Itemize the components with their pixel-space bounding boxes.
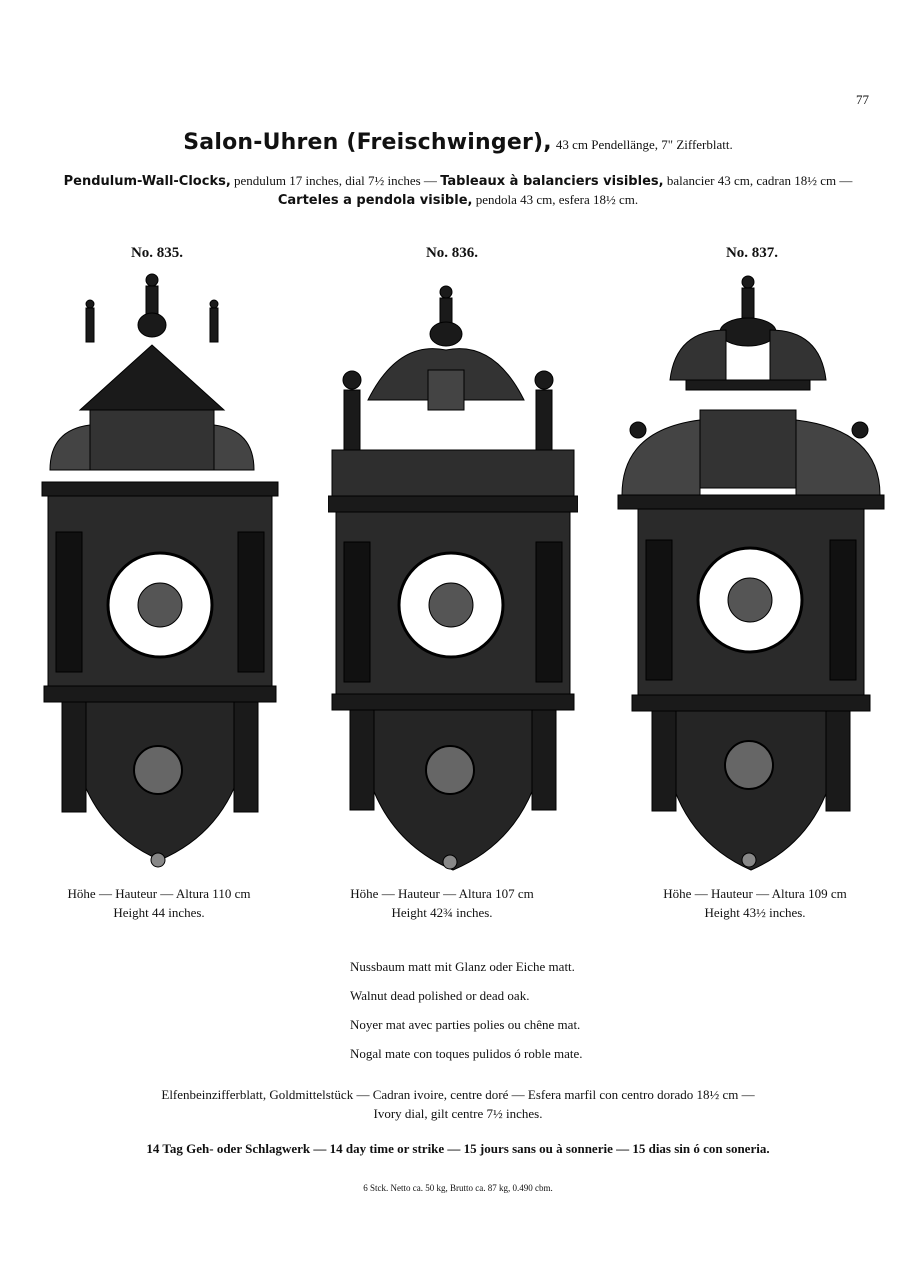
dial-line-1: Elfenbeinzifferblatt, Goldmittelstück — Cadran ivoire, centre doré — Esfera marfil con centro dorado 18½ cm — <box>161 1087 755 1102</box>
title-main: Salon-Uhren (Freischwinger), <box>183 130 552 155</box>
subtitle-es: pendola 43 cm, esfera 18½ cm. <box>475 192 639 207</box>
clock-illustration-836 <box>328 270 578 880</box>
height-metric-837: Höhe — Hauteur — Altura 109 cm <box>663 886 847 901</box>
catalog-title <box>0 130 916 155</box>
height-metric-836: Höhe — Hauteur — Altura 107 cm <box>350 886 534 901</box>
shipping-info: 6 Stck. Netto ca. 50 kg, Brutto ca. 87 kg, 0.490 cbm. <box>363 1183 553 1193</box>
caption-836 <box>312 884 572 922</box>
subtitle-en: pendulum 17 inches, dial 7½ inches — <box>234 173 437 188</box>
model-number-837: No. 837. <box>725 245 779 261</box>
finish-english: Walnut dead polished or dead oak. <box>350 988 530 1003</box>
clock-illustration-837 <box>616 270 886 880</box>
dial-line-2: Ivory dial, gilt centre 7½ inches. <box>373 1106 543 1121</box>
height-metric-835: Höhe — Hauteur — Altura 110 cm <box>67 886 251 901</box>
title-suffix: 43 cm Pendellänge, 7" Zifferblatt. <box>555 137 733 152</box>
finish-french: Noyer mat avec parties polies ou chêne mat. <box>350 1017 581 1032</box>
dial-description <box>0 1085 916 1123</box>
finish-german: Nussbaum matt mit Glanz oder Eiche matt. <box>350 959 575 974</box>
caption-837 <box>625 884 885 922</box>
subtitle-fr-bold: Tableaux à balanciers visibles, <box>440 174 664 189</box>
height-imperial-836: Height 42¾ inches. <box>391 905 493 920</box>
model-number-836: No. 836. <box>425 245 479 261</box>
subtitle-block <box>0 172 916 210</box>
finish-spanish: Nogal mate con toques pulidos ó roble mate. <box>350 1046 583 1061</box>
clock-illustration-835 <box>40 270 280 880</box>
height-imperial-835: Height 44 inches. <box>113 905 205 920</box>
page-number: 77 <box>856 92 869 107</box>
subtitle-es-bold: Carteles a pendola visible, <box>277 193 473 208</box>
subtitle-fr: balancier 43 cm, cadran 18½ cm — <box>666 173 853 188</box>
height-imperial-837: Height 43½ inches. <box>704 905 806 920</box>
subtitle-en-bold: Pendulum-Wall-Clocks, <box>63 174 231 189</box>
model-number-835: No. 835. <box>130 245 184 261</box>
movement-description: 14 Tag Geh- oder Schlagwerk — 14 day time or strike — 15 jours sans ou à sonnerie — 15 dias sin ó con soneria. <box>146 1141 770 1156</box>
caption-835 <box>29 884 289 922</box>
